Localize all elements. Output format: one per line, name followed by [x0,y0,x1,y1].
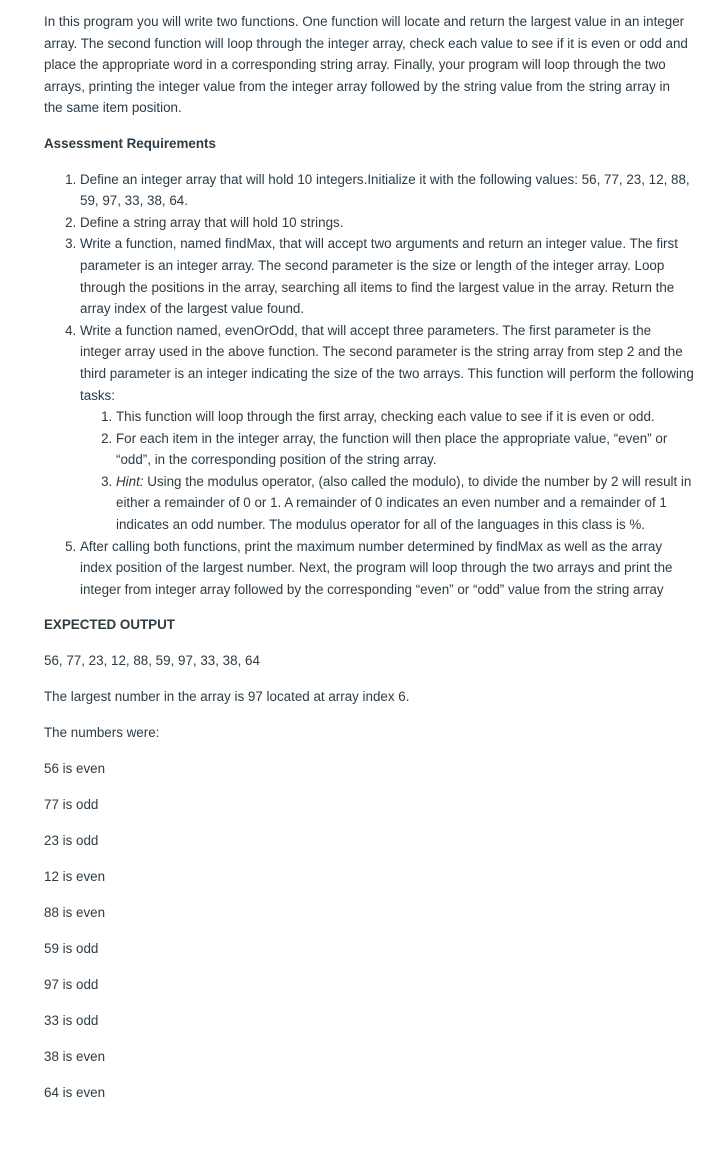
values-line: 56, 77, 23, 12, 88, 59, 97, 33, 38, 64 [44,653,260,669]
output-line: 38 is even [44,1048,106,1064]
subtask-item: 1. This function will loop through the first array, checking each value to see if it is even or odd. [116,406,694,428]
hint-text: Using the modulus operator, (also called the modulo), to divide the number by 2 will result in either a remainder of 0 or 1. A remainder of 0 indicates an even number and a remainder of 1 indicates an odd number. The modulus operator for all of the languages in this class is %. [116,473,692,533]
output-line: 56 is even [44,760,106,776]
requirement-item: 5. After calling both functions, print the maximum number determined by findMax as well as the array index position of the largest number. Next, the program will loop through the two arrays and print the integer from integer array followed by the corresponding “even” or “odd” value from the string array [80,536,694,601]
expected-output [44,650,694,1103]
subtask-list [80,406,694,536]
requirement-item [80,320,694,536]
requirement-item: 2. Define a string array that will hold 10 strings. [80,212,694,234]
intro-paragraph: In this program you will write two functions. One function will locate and return the largest value in an integer array. The second function will loop through the integer array, check each value to see if it is even or odd and place the appropriate word in a corresponding string array. Finally, your program will loop through the two arrays, printing the integer value from the integer array followed by the string value from the string array in the same item position. [44,14,688,116]
output-line: 97 is odd [44,976,99,992]
hint-label: Hint: [116,473,144,489]
output-line: 88 is even [44,904,106,920]
subtask-item [116,471,694,536]
requirement-item: 1. Define an integer array that will hold 10 integers.Initialize it with the following values: 56, 77, 23, 12, 88, 59, 97, 33, 38, 64. [80,169,694,212]
output-line: 64 is even [44,1084,106,1100]
output-line: 23 is odd [44,832,99,848]
expected-output-heading: EXPECTED OUTPUT [44,617,175,633]
requirement-item: 3. Write a function, named findMax, that will accept two arguments and return an integer value. The first parameter is an integer array. The second parameter is the size or length of the integer array. Loop through the positions in the array, searching all items to find the largest value in the array. Return the array index of the largest value found. [80,233,694,319]
output-line: 59 is odd [44,940,99,956]
output-line: 33 is odd [44,1012,99,1028]
requirement-text: Write a function named, evenOrOdd, that will accept three parameters. The first parameter is the integer array used in the above function. The second parameter is the string array from step 2 and the third parameter is an integer indicating the size of the two arrays. This function will perform the following tasks: [80,322,694,403]
output-line: 12 is even [44,868,106,884]
largest-line: The largest number in the array is 97 located at array index 6. [44,689,410,705]
numbers-were-line: The numbers were: [44,725,160,740]
assessment-heading: Assessment Requirements [44,135,216,151]
output-line: 77 is odd [44,796,99,812]
requirements-list [44,169,694,601]
subtask-item: 2. For each item in the integer array, the function will then place the appropriate value, “even” or “odd”, in the corresponding position of the string array. [116,428,694,471]
